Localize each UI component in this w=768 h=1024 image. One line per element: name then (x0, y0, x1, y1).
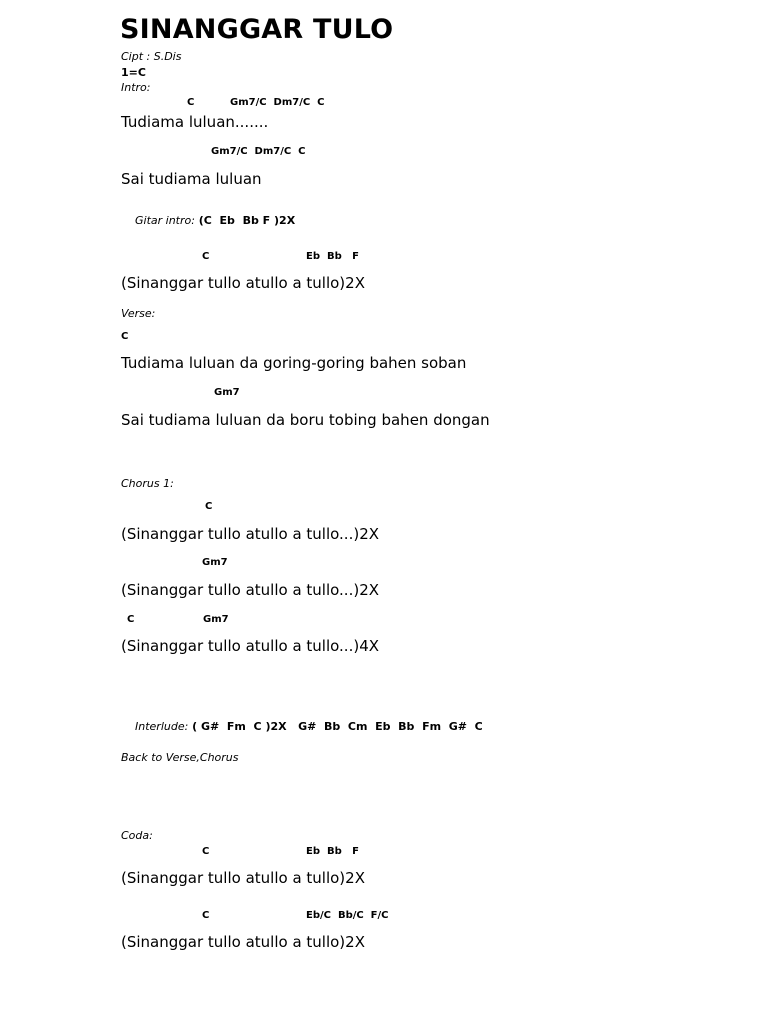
song-key: 1=C (121, 66, 146, 79)
composer-credit: Cipt : S.Dis (121, 50, 182, 63)
guitar-intro-label: Gitar intro: (135, 214, 195, 227)
lyric-line: (Sinanggar tullo atullo a tullo...)2X (121, 525, 380, 543)
chord: Gm7/C Dm7/C C (211, 146, 306, 157)
chord: Gm7 (214, 387, 240, 398)
coda-label: Coda: (121, 829, 153, 842)
interlude (121, 710, 483, 743)
lyric-line: Tudiama luluan da goring-goring bahen soban (121, 354, 467, 372)
lyric-line: Sai tudiama luluan (121, 170, 262, 188)
lyric-line: (Sinanggar tullo atullo a tullo...)4X (121, 637, 380, 655)
chord: C (127, 614, 135, 625)
intro-label: Intro: (121, 81, 151, 94)
lyric-line: (Sinanggar tullo atullo a tullo)2X (121, 274, 365, 292)
lyric-line: (Sinanggar tullo atullo a tullo...)2X (121, 581, 380, 599)
chord: Gm7 (202, 557, 228, 568)
lyric-line: (Sinanggar tullo atullo a tullo)2X (121, 933, 365, 951)
chord: Eb/C Bb/C F/C (306, 910, 389, 921)
verse-label: Verse: (121, 307, 156, 320)
chord: C (202, 910, 210, 921)
interlude-chords: ( G# Fm C )2X G# Bb Cm Eb Bb Fm G# C (188, 720, 483, 733)
song-title: SINANGGAR TULO (120, 14, 394, 45)
chorus-label: Chorus 1: (121, 477, 174, 490)
lyric-line: Tudiama luluan....... (121, 113, 269, 131)
guitar-intro (121, 204, 295, 237)
chord: Eb Bb F (306, 846, 360, 857)
chord: C (205, 501, 213, 512)
chord: Eb Bb F (306, 251, 360, 262)
interlude-label: Interlude: (135, 720, 189, 733)
chord: C (202, 251, 210, 262)
chord: C (202, 846, 210, 857)
chord: Gm7 (203, 614, 229, 625)
chord: C (121, 331, 129, 342)
guitar-intro-chords: (C Eb Bb F )2X (194, 214, 296, 227)
chord: C (187, 97, 195, 108)
lyric-line: Sai tudiama luluan da boru tobing bahen dongan (121, 411, 490, 429)
back-to-note: Back to Verse,Chorus (121, 751, 239, 764)
chord: Gm7/C Dm7/C C (230, 97, 325, 108)
lyric-line: (Sinanggar tullo atullo a tullo)2X (121, 869, 365, 887)
